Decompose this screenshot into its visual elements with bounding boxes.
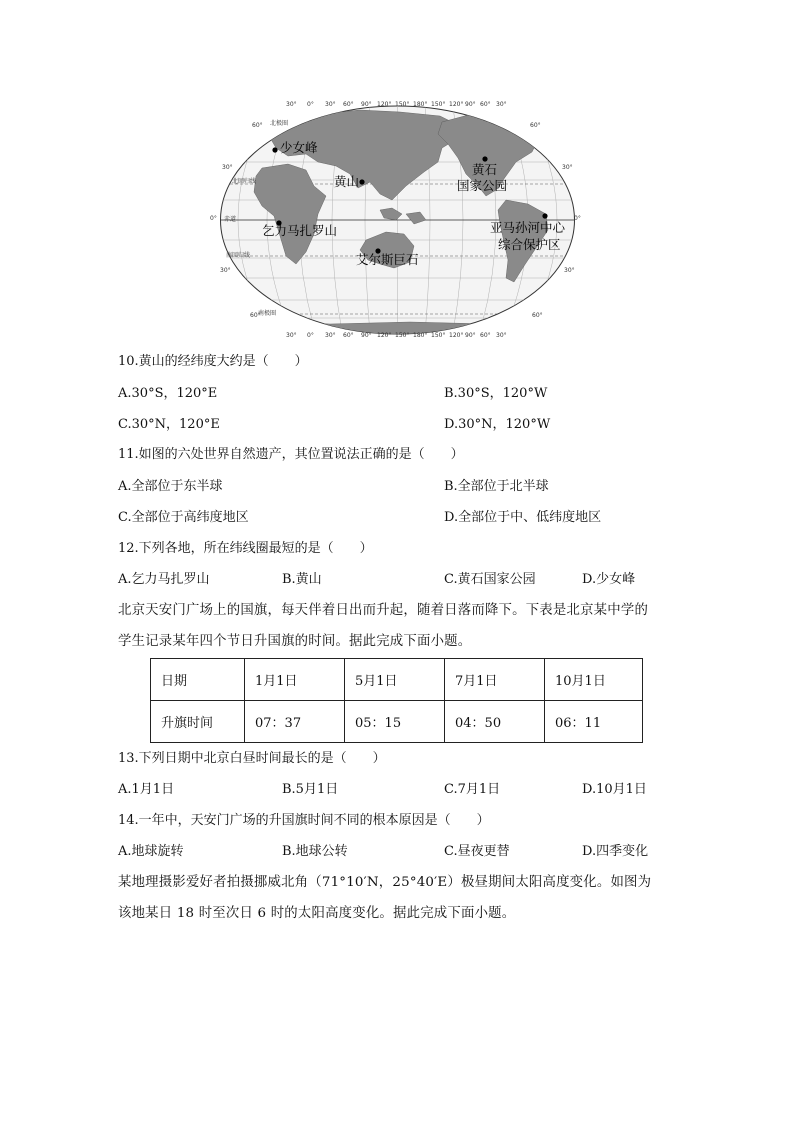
table-cell: 06：11: [545, 701, 643, 743]
question-13-option-d[interactable]: D.10月1日: [582, 782, 647, 797]
table-cell: 7月1日: [445, 659, 545, 701]
lat-label: 30°: [222, 164, 233, 171]
question-14-stem: 14.一年中，天安门广场的升国旗时间不同的根本原因是（ ）: [118, 813, 490, 828]
table-cell: 1月1日: [245, 659, 345, 701]
lat-label: 30°: [562, 164, 573, 171]
tropic-of-cancer-label: 北回归线: [232, 178, 257, 185]
lon-label-top: 180°: [413, 101, 428, 108]
lon-label-bottom: 30°: [286, 332, 297, 339]
table-cell: 日期: [151, 659, 245, 701]
lon-label-top: 30°: [325, 101, 336, 108]
question-12-option-c[interactable]: C.黄石国家公园: [444, 572, 536, 587]
intro-paragraph-line: 该地某日 18 时至次日 6 时的太阳高度变化。据此完成下面小题。: [118, 906, 516, 921]
lon-label-bottom: 0°: [307, 332, 314, 339]
lon-label-bottom: 150°: [395, 332, 410, 339]
lat-label: 30°: [220, 267, 231, 274]
question-12-option-d[interactable]: D.少女峰: [582, 572, 636, 587]
lat-label: 0°: [574, 215, 581, 222]
intro-paragraph-line: 北京天安门广场上的国旗，每天伴着日出而升起，随着日落而降下。下表是北京某中学的: [118, 603, 649, 618]
question-10-option-a[interactable]: A.30°S，120°E: [118, 386, 218, 401]
lon-label-bottom: 90°: [465, 332, 476, 339]
lon-label-top: 30°: [286, 101, 297, 108]
intro-paragraph-line: 某地理摄影爱好者拍摄挪威北角（71°10′N，25°40′E）极昼期间太阳高度变化。如图为: [118, 875, 652, 890]
lon-label-top: 150°: [395, 101, 410, 108]
world-map-figure: [210, 96, 585, 344]
question-11-option-c[interactable]: C.全部位于高纬度地区: [118, 510, 249, 525]
question-10-option-c[interactable]: C.30°N，120°E: [118, 417, 220, 432]
lon-label-bottom: 90°: [361, 332, 372, 339]
table-cell: 升旗时间: [151, 701, 245, 743]
question-13-option-a[interactable]: A.1月1日: [118, 782, 175, 797]
question-11-option-d[interactable]: D.全部位于中、低纬度地区: [444, 510, 602, 525]
lat-label: 30°: [564, 267, 575, 274]
site-label-yellowstone-2: 国家公园: [457, 178, 508, 193]
question-14-option-b[interactable]: B.地球公转: [282, 844, 348, 859]
table-cell: 07：37: [245, 701, 345, 743]
table-cell: 04：50: [445, 701, 545, 743]
lon-label-top: 90°: [361, 101, 372, 108]
question-12-option-b[interactable]: B.黄山: [282, 572, 322, 587]
lon-label-bottom: 120°: [377, 332, 392, 339]
lat-label: 60°: [252, 122, 263, 129]
lon-label-bottom: 30°: [325, 332, 336, 339]
site-label-yellowstone-1: 黄石: [472, 162, 498, 177]
equator-label: 赤道: [224, 216, 237, 223]
table-cell: 5月1日: [345, 659, 445, 701]
lat-label: 0°: [210, 215, 217, 222]
question-11-stem: 11.如图的六处世界自然遗产，其位置说法正确的是（ ）: [118, 447, 464, 462]
lat-label: 60°: [530, 122, 541, 129]
table-cell: 10月1日: [545, 659, 643, 701]
site-label-amazon-2: 综合保护区: [498, 237, 561, 252]
lat-label: 60°: [532, 312, 543, 319]
lon-label-top: 30°: [496, 101, 507, 108]
lon-label-bottom: 120°: [449, 332, 464, 339]
question-14-option-d[interactable]: D.四季变化: [582, 844, 649, 859]
site-label-kilimanjaro: 乞力马扎罗山: [262, 223, 338, 238]
table-header-row: [151, 659, 643, 701]
question-12-stem: 12.下列各地，所在纬线圈最短的是（ ）: [118, 541, 373, 556]
intro-paragraph-line: 学生记录某年四个节日升国旗的时间。据此完成下面小题。: [118, 634, 472, 649]
question-11-option-b[interactable]: B.全部位于北半球: [444, 479, 549, 494]
table-row: [151, 701, 643, 743]
question-12-option-a[interactable]: A.乞力马扎罗山: [118, 572, 210, 587]
tropic-of-capricorn-label: 南回归线: [226, 252, 251, 259]
question-14-option-c[interactable]: C.昼夜更替: [444, 844, 510, 859]
site-label-amazon-1: 亚马孙河中心: [490, 220, 566, 235]
question-10-stem: 10.黄山的经纬度大约是（ ）: [118, 354, 308, 369]
question-13-option-b[interactable]: B.5月1日: [282, 782, 339, 797]
site-label-huangshan: 黄山: [334, 174, 360, 189]
lon-label-top: 120°: [449, 101, 464, 108]
lon-label-top: 90°: [465, 101, 476, 108]
lon-label-bottom: 60°: [343, 332, 354, 339]
lon-label-top: 150°: [431, 101, 446, 108]
question-13-stem: 13.下列日期中北京白昼时间最长的是（ ）: [118, 751, 386, 766]
lon-label-bottom: 30°: [496, 332, 507, 339]
question-14-option-a[interactable]: A.地球旋转: [118, 844, 184, 859]
lon-label-bottom: 150°: [431, 332, 446, 339]
table-cell: 05：15: [345, 701, 445, 743]
question-10-option-b[interactable]: B.30°S，120°W: [444, 386, 548, 401]
antarctic-circle-label: 南极圈: [258, 310, 277, 317]
arctic-circle-label: 北极圈: [270, 120, 289, 127]
site-label-uluru: 艾尔斯巨石: [356, 252, 419, 267]
lon-label-top: 60°: [343, 101, 354, 108]
question-10-option-d[interactable]: D.30°N，120°W: [444, 417, 551, 432]
question-13-option-c[interactable]: C.7月1日: [444, 782, 501, 797]
lon-label-bottom: 180°: [413, 332, 428, 339]
lon-label-top: 60°: [480, 101, 491, 108]
lon-label-top: 120°: [377, 101, 392, 108]
lat-label: 60°: [250, 312, 261, 319]
flag-raising-time-table: [150, 658, 643, 743]
site-label-shaonvfeng: 少女峰: [280, 140, 318, 155]
lon-label-top: 0°: [307, 101, 314, 108]
lon-label-bottom: 60°: [480, 332, 491, 339]
question-11-option-a[interactable]: A.全部位于东半球: [118, 479, 223, 494]
